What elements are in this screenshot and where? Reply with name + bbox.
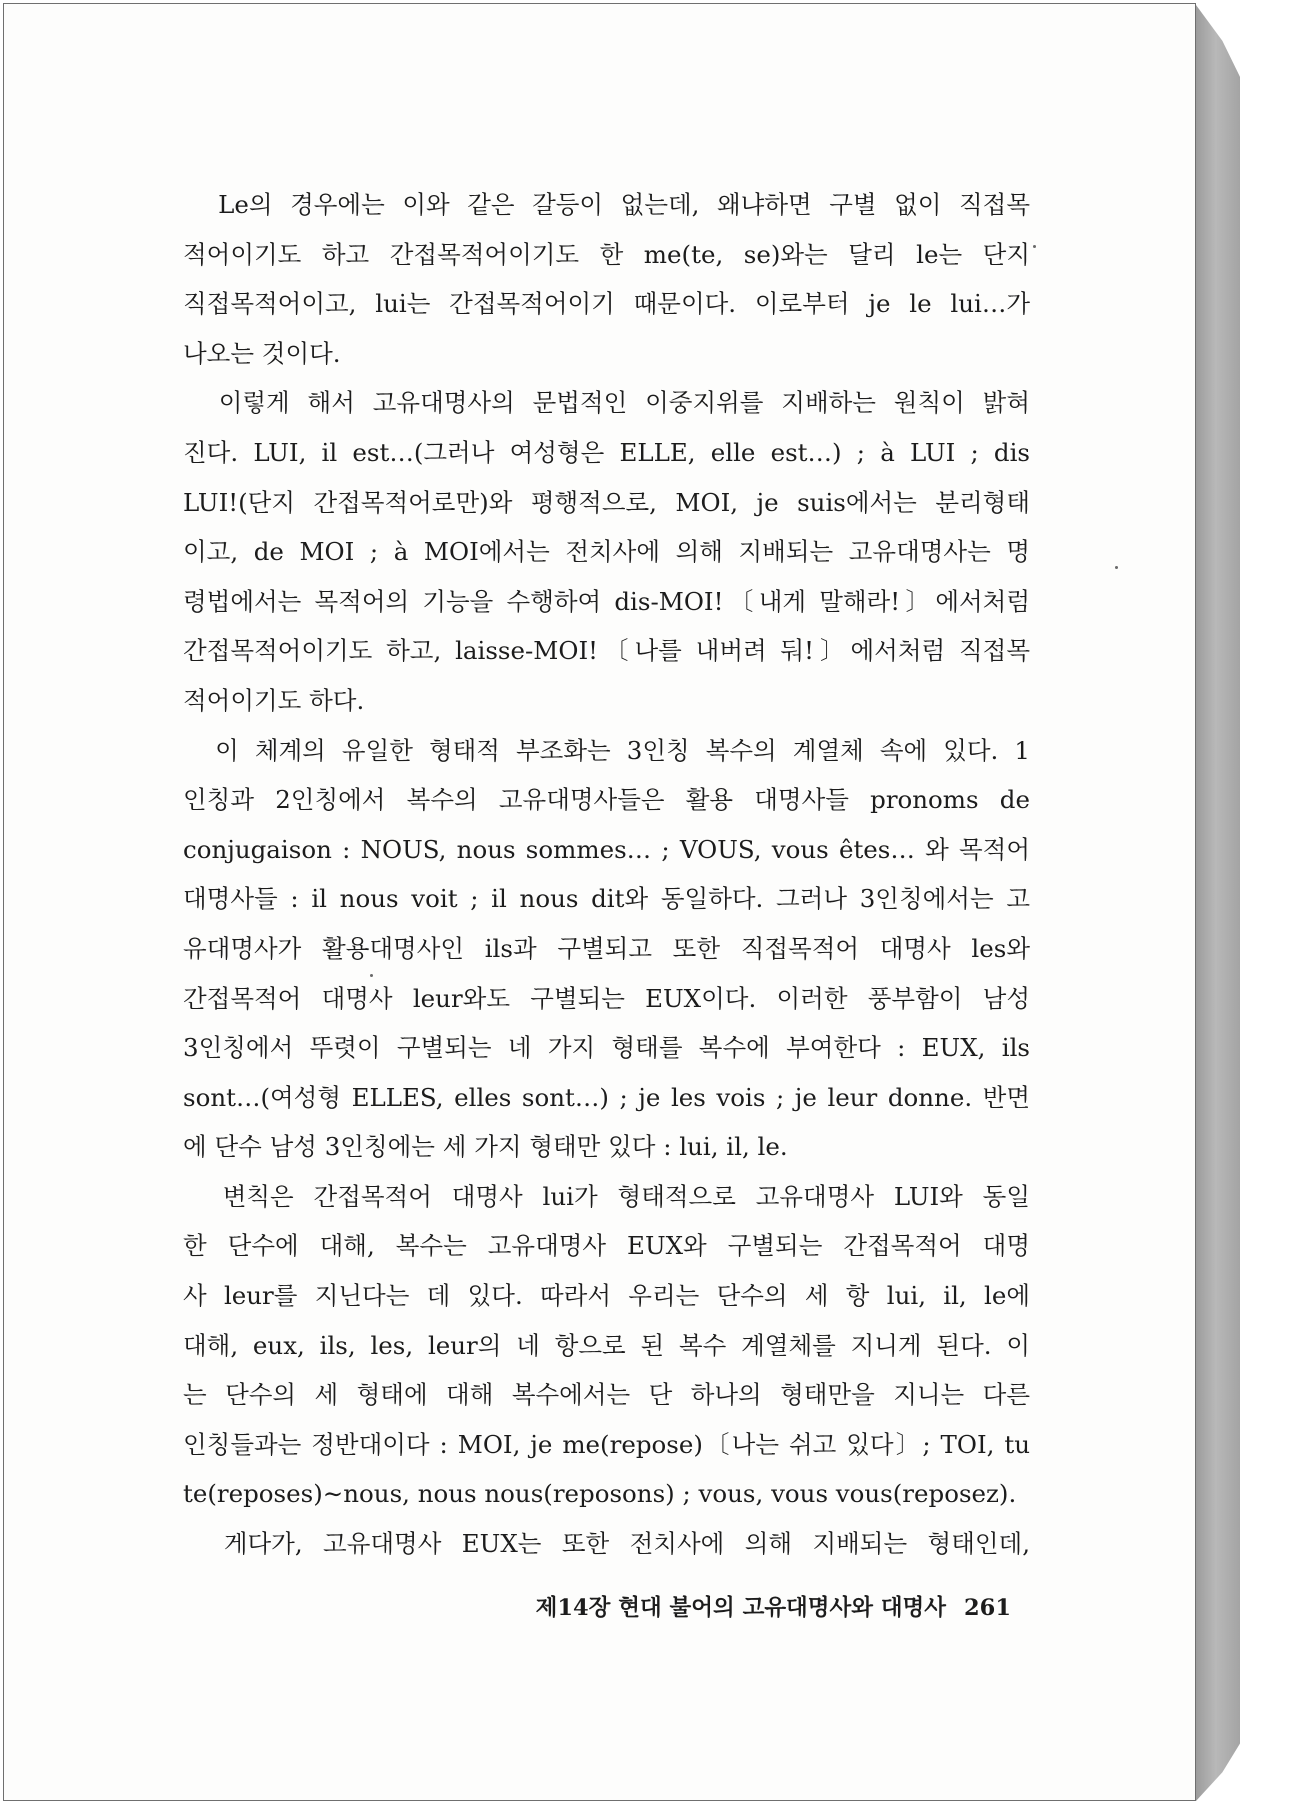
body-text [183,180,1030,1569]
text-line: 령법에서는 목적어의 기능을 수행하여 dis-MOI!〔내게 말해라!〕에서처럼 [183,586,1030,616]
text-line: 대해, eux, ils, les, leur의 네 항으로 된 복수 계열체를 지니게 된다. 이 [183,1330,1030,1360]
text-line: 적어이기도 하고 간접목적어이기도 한 me(te, se)와는 달리 le는 단지 [183,239,1030,269]
text-line: 게다가, 고유대명사 EUX는 또한 전치사에 의해 지배되는 형태인데, [183,1529,1030,1559]
print-speck [1115,566,1118,569]
text-line: 인칭들과는 정반대이다 : MOI, je me(repose)〔나는 쉬고 있다〕; TOI, tu [183,1429,1030,1459]
text-line: Le의 경우에는 이와 같은 갈등이 없는데, 왜냐하면 구별 없이 직접목 [183,190,1030,219]
text-line: 변칙은 간접목적어 대명사 lui가 형태적으로 고유대명사 LUI와 동일 [183,1181,1030,1211]
text-line: 간접목적어 대명사 leur와도 구별되는 EUX이다. 이러한 풍부함이 남성 [183,983,1030,1013]
text-line: 인칭과 2인칭에서 복수의 고유대명사들은 활용 대명사들 pronoms de [183,785,1030,815]
text-line: 유대명사가 활용대명사인 ils과 구별되고 또한 직접목적어 대명사 les와 [183,933,1030,963]
text-line: 나오는 것이다. [183,338,341,368]
chapter-title: 제14장 현대 불어의 고유대명사와 대명사 [535,1595,947,1621]
text-line: 이렇게 해서 고유대명사의 문법적인 이중지위를 지배하는 원칙이 밝혀 [183,388,1030,418]
text-line: 대명사들 : il nous voit ; il nous dit와 동일하다. 그러나 3인칭에서는 고 [183,884,1030,914]
text-line: sont…(여성형 ELLES, elles sont…) ; je les vois ; je leur donne. 반면 [183,1082,1030,1112]
print-speck [1033,245,1036,248]
text-line: 이 체계의 유일한 형태적 부조화는 3인칭 복수의 계열체 속에 있다. 1 [183,735,1030,765]
text-line: 이고, de MOI ; à MOI에서는 전치사에 의해 지배되는 고유대명사는 명 [183,537,1030,567]
text-line: 적어이기도 하다. [183,685,365,715]
text-line: LUI!(단지 간접목적어로만)와 평행적으로, MOI, je suis에서는 분리형태 [183,487,1030,517]
text-line: 간접목적어이기도 하고, laisse-MOI!〔나를 내버려 둬!〕에서처럼 직접목 [183,636,1030,666]
text-line: 직접목적어이고, lui는 간접목적어이기 때문이다. 이로부터 je le lui…가 [183,289,1030,319]
book-page-edge [1196,5,1240,1801]
text-line: te(reposes)∼nous, nous nous(reposons) ; vous, vous vous(reposez). [183,1479,1017,1509]
text-line: 진다. LUI, il est…(그러나 여성형은 ELLE, elle est…) ; à LUI ; dis [183,437,1030,467]
text-line: conjugaison : NOUS, nous sommes… ; VOUS, vous êtes… 와 목적어 [183,834,1030,864]
text-line: 는 단수의 세 형태에 대해 복수에서는 단 하나의 형태만을 지니는 다른 [183,1380,1030,1410]
running-footer [470,1590,1011,1622]
text-line: 한 단수에 대해, 복수는 고유대명사 EUX와 구별되는 간접목적어 대명 [183,1231,1030,1261]
text-line: 에 단수 남성 3인칭에는 세 가지 형태만 있다 : lui, il, le. [183,1132,788,1162]
text-line: 사 leur를 지닌다는 데 있다. 따라서 우리는 단수의 세 항 lui, il, le에 [183,1281,1030,1311]
page-number: 261 [964,1595,1011,1621]
text-line: 3인칭에서 뚜렷이 구별되는 네 가지 형태를 복수에 부여한다 : EUX, ils [183,1033,1030,1063]
